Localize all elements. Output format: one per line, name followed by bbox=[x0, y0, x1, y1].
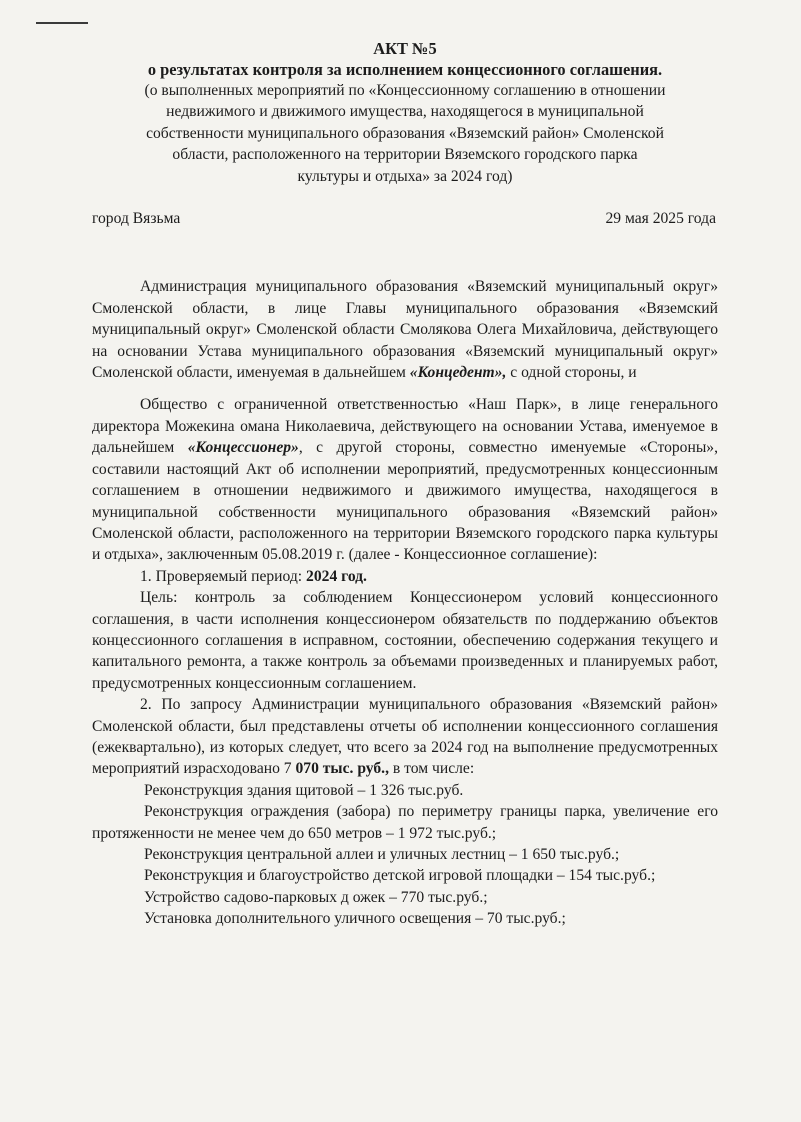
total-amount: 070 тыс. руб., bbox=[295, 760, 389, 778]
act-description bbox=[92, 80, 718, 187]
section-1-period bbox=[92, 566, 718, 587]
paragraph-text: Администрация муниципального образования «Вяземский муниципальный округ» Смоленской области, в лице Главы муниципального образования «Вяземский муниципальный округ» Смоленской области Смолякова Олега Михайловича, действующего на основании Устава муниципального образования «Вяземский муниципальный округ» Смоленской области, именуемая в дальнейшем bbox=[92, 278, 718, 382]
list-item: Реконструкция и благоустройство детской игровой площадки – 154 тыс.руб.; bbox=[144, 867, 656, 885]
section-text: в том числе: bbox=[388, 760, 475, 778]
list-item: Реконструкция здания щитовой – 1 326 тыс.руб. bbox=[144, 781, 464, 799]
section-text: 2. По запросу Администрации муниципального образования «Вяземский район» Смоленской области, был представлены отчеты об исполнении концессионного соглашения (ежеквартально), из которых следует, что всего за 2024 год на выполнение предусмотренных мероприятий израсходовано 7 bbox=[92, 696, 718, 778]
paragraph-grantor bbox=[92, 276, 718, 383]
paragraph-text: , с другой стороны, совместно именуемые «Стороны», составили настоящий Акт об исполнении мероприятий, предусмотренных концессионным соглашением в отношении недвижимого и движимого имущества, находящегося в муниципальной собственности муниципального образования «Вяземский район» Смоленской области, расположенного на территории Вяземского городского парка культуры и отдыха», заключенным 05.08.2019 г. (далее - Концессионное соглашение): bbox=[92, 439, 718, 564]
grantor-role: «Концедент», bbox=[409, 364, 507, 382]
description-line: недвижимого и движимого имущества, находящегося в муниципальной bbox=[166, 103, 644, 121]
city-date-line bbox=[92, 208, 718, 229]
section-1-goal: Цель: контроль за соблюдением Концессионером условий концессионного соглашения, в части исполнения концессионером обязательств по поддержанию объектов концессионного соглашения в исправном, состоянии, обеспечению содержания текущего и капитального ремонта, а также контроль за объемами произведенных и планируемых работ, предусмотренных концессионным соглашением. bbox=[92, 589, 718, 692]
section-2 bbox=[92, 694, 718, 780]
description-line: области, расположенного на территории Вяземского городского парка bbox=[172, 146, 638, 164]
paragraph-concessionaire bbox=[92, 394, 718, 565]
date: 29 мая 2025 года bbox=[605, 210, 716, 228]
description-line: собственности муниципального образования «Вяземский район» Смоленской bbox=[146, 124, 664, 142]
act-title: АКТ №5 bbox=[373, 39, 437, 58]
margin-mark bbox=[36, 22, 88, 24]
paragraph-text: с одной стороны, и bbox=[506, 364, 637, 382]
period-value: 2024 год. bbox=[306, 567, 367, 585]
list-item: Реконструкция центральной аллеи и уличных лестниц – 1 650 тыс.руб.; bbox=[144, 846, 620, 863]
list-item: Устройство садово-парковых д ожек – 770 тыс.руб.; bbox=[144, 888, 488, 906]
act-subtitle: о результатах контроля за исполнением концессионного соглашения. bbox=[147, 60, 663, 79]
concessionaire-role: «Концессионер» bbox=[187, 439, 299, 457]
paragraph-text: Общество с ограниченной ответственностью «Наш Парк», в лице генерального директора Можекина омана Николаевича, действующего на основании Устава, именуемое в дальнейшем bbox=[92, 396, 718, 457]
document-page bbox=[92, 38, 718, 930]
list-item: Установка дополнительного уличного освещения – 70 тыс.руб.; bbox=[144, 910, 566, 928]
description-line: (о выполненных мероприятий по «Концессионному соглашению в отношении bbox=[144, 82, 666, 99]
city: город Вязьма bbox=[92, 210, 181, 228]
list-item: Реконструкция ограждения (забора) по периметру границы парка, увеличение его протяженности не менее чем до 650 метров – 1 972 тыс.руб.; bbox=[92, 803, 718, 842]
description-line: культуры и отдыха» за 2024 год) bbox=[297, 167, 513, 185]
section-label: 1. Проверяемый период: bbox=[140, 567, 307, 585]
